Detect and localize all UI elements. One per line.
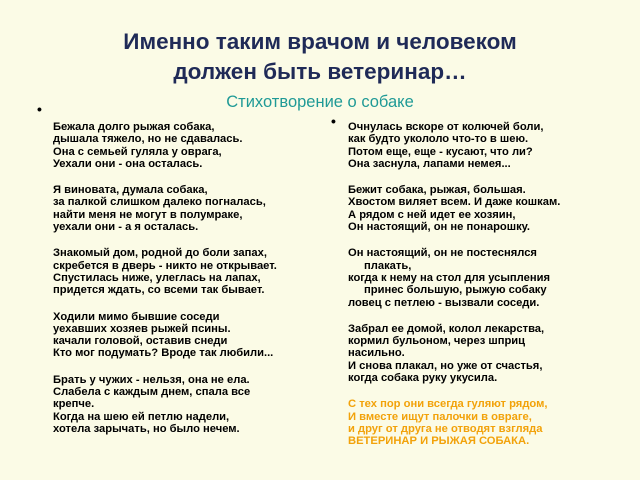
poem-line: принес большую, рыжую собаку [364, 284, 547, 297]
poem-line: Очнулась вскоре от колючей боли, [348, 121, 544, 133]
poem-line: когда собака руку укусила. [348, 372, 498, 385]
stanza [348, 184, 633, 233]
slide-title-line-1: Именно таким врачом и человеком [123, 29, 517, 54]
poem-line: Она с семьей гуляла у оврага, [53, 145, 222, 158]
poem-line: уехали они - а я осталась. [53, 221, 199, 234]
poem-line: Хвостом виляет всем. И даже кошкам. [348, 196, 561, 209]
poem-line: Слабела с каждым днем, спала все [53, 386, 251, 399]
stanza-highlighted [348, 398, 633, 447]
poem-line: и друг от друга не отводят взгляда [348, 422, 543, 435]
poem-line: кормил бульоном, через шприц [348, 335, 526, 348]
stanza [348, 121, 633, 170]
bullet-right: • [331, 113, 336, 129]
poem-line: И снова плакал, но уже от счастья, [348, 359, 543, 372]
poem-line: Он настоящий, он не понарошку. [348, 221, 531, 234]
poem-line: Брать у чужих - нельзя, она не ела. [53, 373, 250, 386]
slide-subtitle: Стихотворение о собаке [226, 93, 414, 111]
poem-line: за палкой слишком далеко погналась, [53, 196, 266, 209]
poem-line: Она заснула, лапами немея... [348, 157, 511, 170]
poem-line: Бежит собака, рыжая, большая. [348, 184, 526, 197]
slide-title-line-2: должен быть ветеринар… [173, 59, 467, 84]
poem-line: Знакомый дом, родной до боли запах, [53, 247, 267, 260]
poem-line: дышала тяжело, но не сдавалась. [53, 133, 243, 146]
poem-line: Кто мог подумать? Вроде так любили... [53, 347, 274, 360]
poem-line: А рядом с ней идет ее хозяин, [348, 208, 516, 221]
poem-line: хотела зарычать, но было нечем. [53, 422, 240, 435]
stanza [348, 247, 633, 308]
poem-line: крепче. [53, 398, 95, 411]
stanza [53, 184, 328, 233]
stanza [53, 247, 328, 296]
poem-line: Потом еще, еще - кусают, что ли? [348, 145, 533, 158]
poem-line: ВЕТЕРИНАР И РЫЖАЯ СОБАКА. [348, 435, 530, 448]
stanza [53, 121, 328, 170]
slide-title [0, 27, 640, 87]
poem-line: насильно. [348, 347, 405, 360]
poem-line: когда к нему на стол для усыпления [348, 271, 551, 284]
poem-line: скребется в дверь - никто не открывает. [53, 259, 277, 272]
poem-line: ловец с петлею - вызвали соседи. [348, 296, 540, 309]
poem-line: качали головой, оставив снеди [53, 335, 228, 348]
poem-line: как будто укололо что-то в шею. [348, 133, 529, 146]
stanza [53, 311, 328, 360]
poem-line: уехавших хозяев рыжей псины. [53, 322, 231, 335]
poem-line: С тех пор они всегда гуляют рядом, [348, 398, 548, 411]
poem-line: Спустилась ниже, улеглась на лапах, [53, 271, 261, 284]
poem-line: Бежала долго рыжая собака, [53, 121, 215, 133]
stanza [53, 374, 328, 435]
poem-line: Когда на шею ей петлю надели, [53, 410, 230, 423]
poem-column-right [348, 121, 633, 462]
poem-line: И вместе ищут палочки в овраге, [348, 410, 532, 423]
poem-column-left [53, 121, 328, 449]
poem-line: найти меня не могут в полумраке, [53, 208, 243, 221]
poem-line: Он настоящий, он не постеснялся [348, 247, 537, 260]
poem-line: придется ждать, со всеми так бывает. [53, 284, 265, 297]
stanza [348, 323, 633, 384]
poem-line: Ходили мимо бывшие соседи [53, 310, 220, 323]
poem-line: Уехали они - она осталась. [53, 157, 203, 170]
poem-line: плакать, [364, 259, 412, 272]
poem-line: Я виновата, думала собака, [53, 184, 208, 197]
poem-line: Забрал ее домой, колол лекарства, [348, 322, 545, 335]
bullet-left: • [37, 101, 42, 117]
